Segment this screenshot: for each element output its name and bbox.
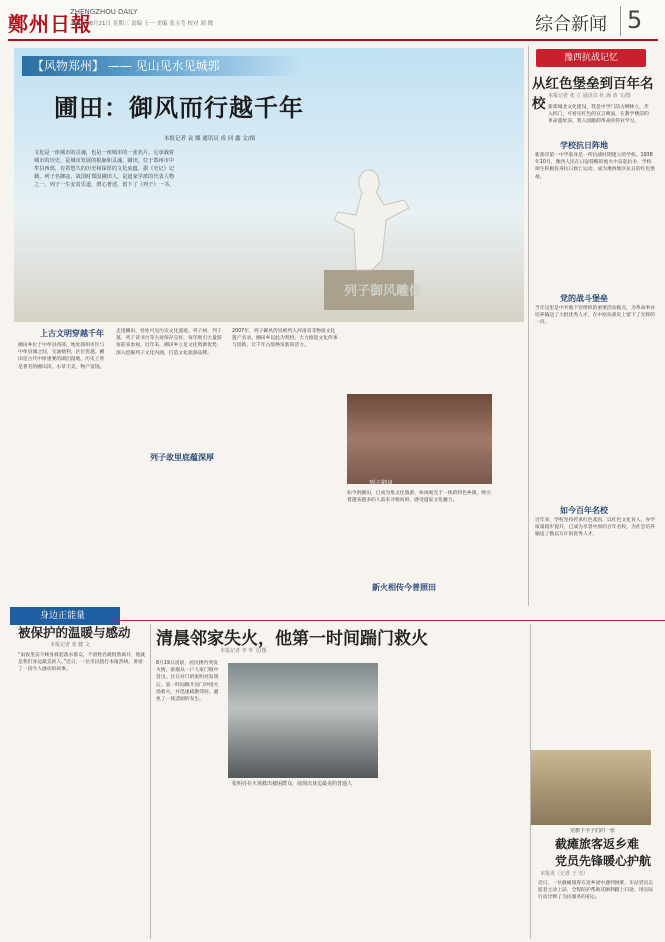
feature-body-col-1: 圃田乡位于中牟县西部，地处郑州市区与中牟县城之间，交通便利，区位优越。圃田是古代中原重要的湖泊湿地，历史上曾是著名的圃田泽，水草丰美，物产富饶。 [18, 343, 105, 370]
hall-photo [347, 394, 492, 487]
right-lede: 新郑城北文化建设，我是中学门前古柳林立，步入校门，可看见红色的宣言碑面，在教学楼前的革命遗址前，我入园瞻仰革命的伟业学习。 [548, 105, 649, 125]
right-text-2: 当年这里是中共地下党组织的重要活动据点，为革命事业培养输送了大批优秀人才，在中原抗战史上留下了光辉的一页。 [535, 306, 655, 326]
top-rule [8, 39, 658, 41]
story-2-byline: 本报记者 李 冬 文/图 [220, 648, 267, 654]
masthead [0, 0, 665, 40]
statue-caption: 列子御风雕像 [344, 284, 423, 299]
story-divider-1 [150, 624, 151, 939]
feature-subhead-3: 新火相传今普照田 [372, 583, 436, 592]
paper-english-name: ZHENGZHOU DAILY [70, 8, 138, 16]
bottom-banner: 身边正能量 [10, 607, 120, 625]
story-2-title: 清晨邻家失火，他第一时间踹门救火 [156, 629, 428, 649]
story-1-byline: 本报记者 张 健 文 [50, 642, 90, 648]
story-3-title-line-2: 党员先锋暖心护航 [555, 854, 652, 868]
feature-subhead-2: 列子故里底蕴深厚 [150, 453, 214, 462]
column-divider [528, 46, 529, 606]
feature-title: 圃田：御风而行越千年 [54, 93, 304, 122]
feature-body-col-3: 2007年，列子御风传说被列入河南省非物质文化遗产名录。圃田乡以此为契机，大力推进文化传承与创新，让千年古韵焕发新的活力。 [232, 329, 338, 349]
right-subhead-3: 如今百年名校 [560, 506, 608, 515]
feature-banner: 【风物郑州】 —— 见山见水见城郭 [22, 56, 302, 76]
right-photo-caption: 党旗下学子们的一张 [570, 828, 616, 834]
hall-photo-caption: 列子御风 [369, 480, 394, 487]
right-byline: 本报记者 张 立 通讯员 杜 海 涛 文/图 [548, 93, 631, 99]
feature-byline: 本报记者 袁 娜 通讯员 成 同 鑫 文/图 [164, 136, 256, 142]
feature-subhead-1: 上古文明穿越千年 [40, 329, 104, 338]
right-banner: 豫西抗战记忆 [536, 49, 646, 67]
story-1-body: “雨夜里奋不顾身救起落水群众，不留姓名就悄然离开，他就是我们身边最美的人。”近日，一位市民拨打本报热线，讲述了一段令人感动的故事。 [18, 653, 146, 673]
feature-intro: 文化是一座城市的灵魂，也是一座城市的一张名片。它承载着城市的历史，是城市发展的根脉和灵魂。圃田，位于郑州市中牟县西部，有着悠久的历史和深厚的文化底蕴。据《史记》记载，列子名御寇，战国时郑国圃田人，是道家学派的代表人物之一。列子一生安贫乐道，潜心著述，留下了《列子》一书。 [34, 150, 175, 188]
dateline: 2025年8月21日 星期三 责编 王一 美编 张玉莹 校对 刘 晓 [70, 21, 213, 27]
story-3-byline: 本报讯（记者 王 雪） [540, 871, 589, 877]
feature-body-col-4: 如今的圃田，已成为集文化旅游、休闲观光于一体的特色乡镇，吸引着越来越多的人前来寻根问祖、感受道家文化魅力。 [347, 491, 491, 504]
right-text-1: 新郑市第一中学前身是一所抗战时期建立的学校。1938年10月，豫西人民在日寇侵略的炮火中奋起抗争，学校师生积极投身抗日救亡运动，成为豫西地区抗日的红色堡垒。 [535, 153, 655, 180]
story-2-photo-caption: 张明亮在火场救出被困群众，展现出身边最美的普通人 [232, 781, 353, 787]
right-title: 从红色堡垒到百年名校 [532, 76, 654, 112]
right-photo [531, 750, 651, 825]
story-divider-2 [530, 624, 531, 939]
page-number: 5 [620, 6, 657, 36]
story-3-title: 截瘫旅客返乡难 [555, 837, 640, 851]
right-subhead-1: 学校抗日阵地 [560, 141, 608, 150]
right-text-3: 近年来，学校坚持传承红色基因，以红色文化育人，办学质量稳步提升，已成为享誉中原的百年名校，为社会培养输送了数以万计的优秀人才。 [535, 518, 655, 538]
right-subhead-2: 党的战斗堡垒 [560, 294, 608, 303]
feature-body-col-2: 走进圃田，处处可见历史文化遗迹。列子祠、列子墓、列子读书台等古迹保存完好，每年吸引大量游客前来参观。近年来，圃田乡立足文化资源优势，深入挖掘列子文化内涵，打造文化旅游品牌。 [116, 329, 222, 356]
story-2-photo [228, 663, 378, 778]
story-3-body: 近日，一位截瘫旅客在返乡途中遇到困难，车站党员志愿者主动上前，全程陪护帮助其顺利踏上归途，用实际行动诠释了为民服务的初心。 [538, 881, 654, 901]
section-name: 综合新闻 [535, 14, 607, 35]
feature-story [14, 48, 524, 322]
paper-logo: 鄭州日報 [8, 12, 92, 36]
story-1-title: 被保护的温暖与感动 [18, 625, 131, 640]
story-2-body-col-1: 8月19日清晨，居民楼内突发火情，浓烟从一户人家门缝中冒出。住在对门的张明亮发现后，第一时间踹开房门冲进火场救火，并迅速疏散邻居，避免了一场悲剧的发生。 [156, 661, 219, 703]
